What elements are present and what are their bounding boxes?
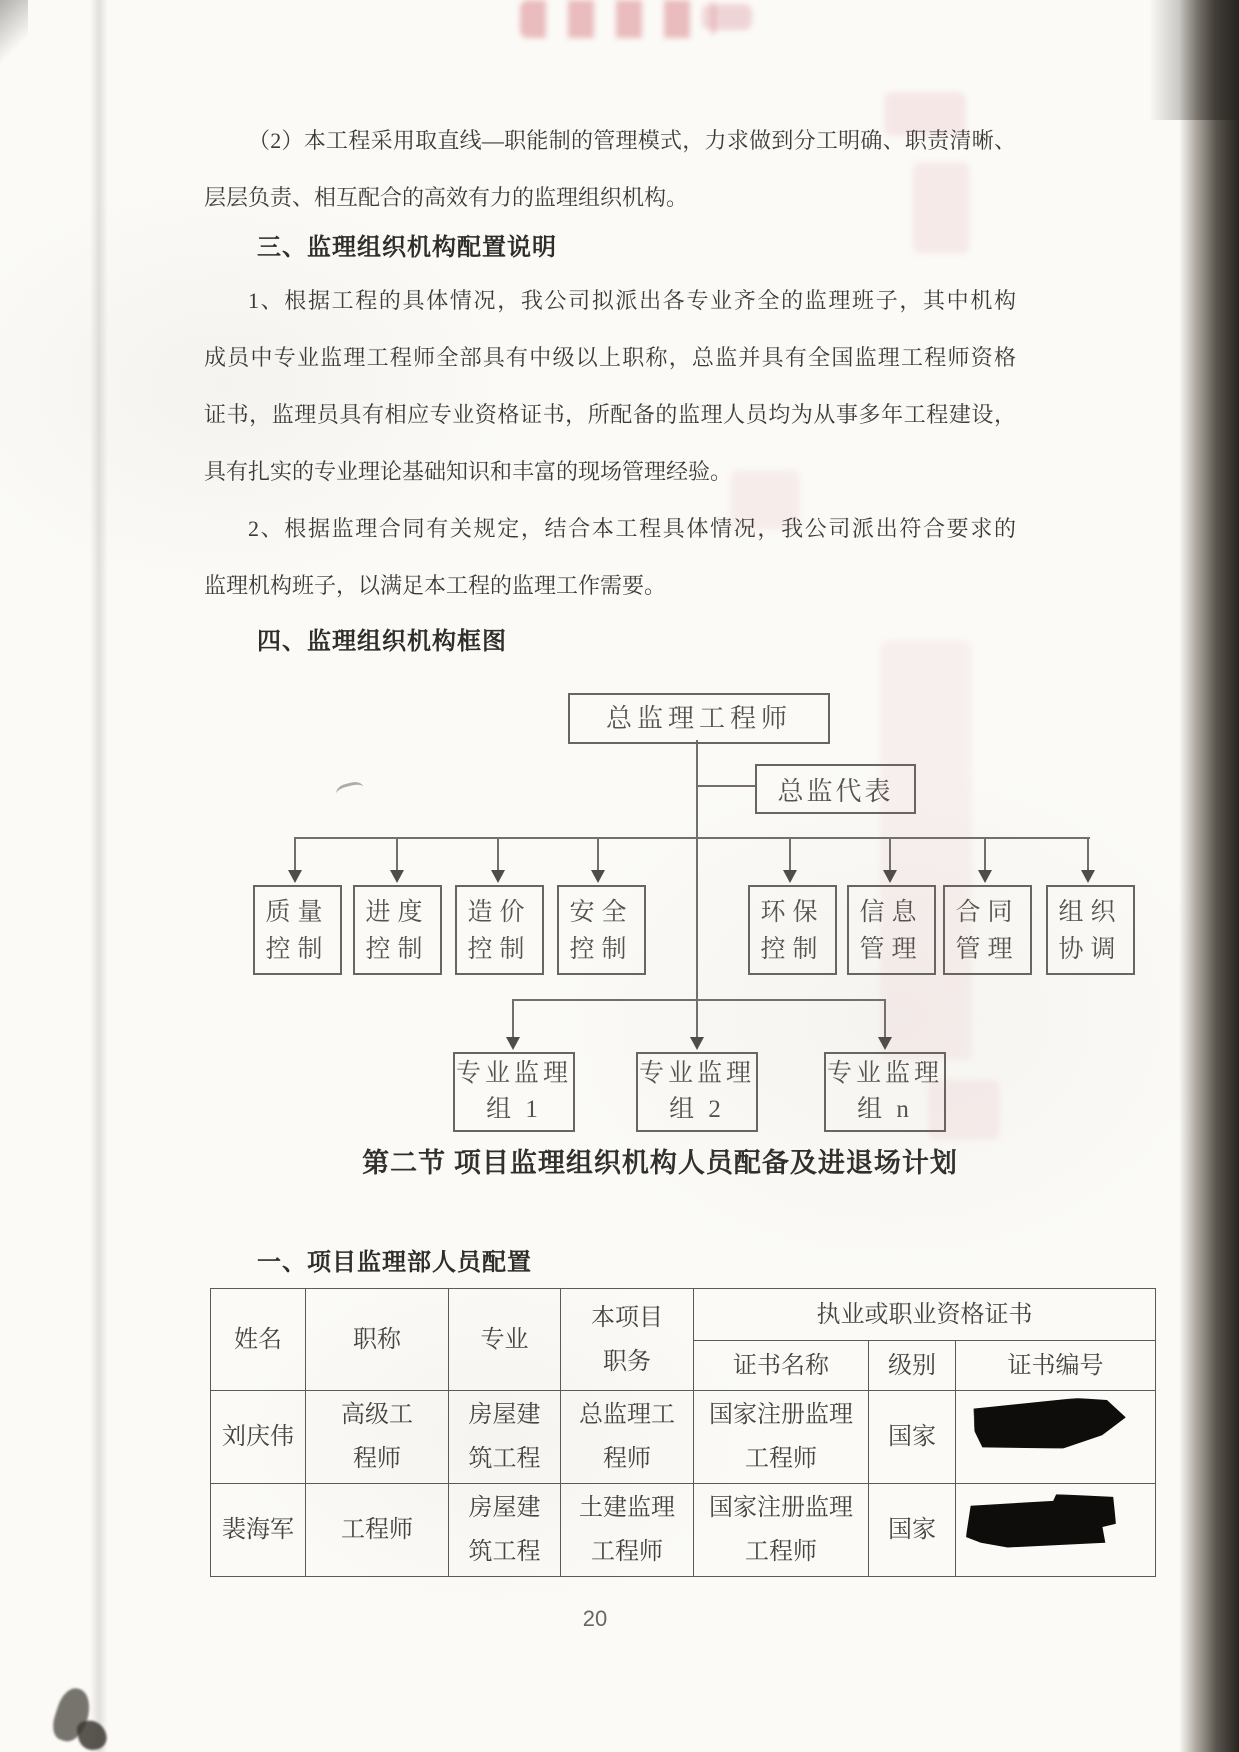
connector-line: [597, 838, 599, 872]
function-box-environment: [748, 885, 837, 975]
paragraph-line: （2）本工程采用取直线—职能制的管理模式，力求做到分工明确、职责清晰、: [248, 128, 1016, 153]
paragraph-line: 成员中专业监理工程师全部具有中级以上职称，总监并具有全国监理工程师资格: [204, 345, 1016, 370]
cell-cert-no: [956, 1484, 1156, 1577]
col-header-cert-name: 证书名称: [694, 1341, 869, 1391]
arrow-down-icon: [491, 870, 505, 883]
col-header-role: [561, 1289, 694, 1391]
cell-cert-level: 国家: [869, 1484, 956, 1577]
cell-major: [449, 1484, 561, 1577]
connector-line: [984, 838, 986, 872]
connector-line: [497, 838, 499, 872]
function-box-coordination: [1046, 885, 1135, 975]
col-header-title: 职称: [306, 1289, 449, 1391]
table-row: [211, 1391, 1156, 1484]
chief-representative-box: [755, 764, 916, 814]
function-box-contract: [943, 885, 1032, 975]
page-corner-shadow: [1149, 0, 1239, 120]
col-header-cert-group: 执业或职业资格证书: [694, 1289, 1156, 1341]
arrow-down-icon: [591, 870, 605, 883]
paragraph-line: 1、根据工程的具体情况，我公司拟派出各专业齐全的监理班子，其中机构: [248, 288, 1016, 313]
box-label: 造价控制: [467, 898, 532, 963]
arrow-down-icon: [878, 1037, 892, 1050]
connector-line: [889, 838, 891, 872]
chief-engineer-box: [568, 693, 830, 744]
page-number: 20: [582, 1606, 608, 1631]
function-box-information: [847, 885, 936, 975]
cell-cert-level: 国家: [869, 1391, 956, 1484]
team-box-2: [636, 1052, 758, 1132]
cell-cert-name: [694, 1391, 869, 1484]
paper-crease: [90, 0, 108, 1752]
connector-line: [884, 1000, 886, 1038]
col-header-cert-no: 证书编号: [956, 1341, 1156, 1391]
arrow-down-icon: [1081, 870, 1095, 883]
box-label: 专业监理组 2: [638, 1060, 755, 1123]
arrow-down-icon: [883, 870, 897, 883]
cell-cert-name: [694, 1484, 869, 1577]
cell-role-text: 总监理工程师: [579, 1402, 675, 1472]
arrow-down-icon: [783, 870, 797, 883]
function-box-safety: [557, 885, 646, 975]
cell-cert-name-text: 国家注册监理工程师: [709, 1495, 853, 1565]
heading-org-chart: 四、监理组织机构框图: [257, 629, 507, 655]
cell-title-text: 高级工程师: [341, 1402, 413, 1472]
redacted-certificate-number: [973, 1396, 1127, 1451]
cell-major-text: 房屋建筑工程: [468, 1402, 541, 1472]
paragraph-line: 2、根据监理合同有关规定，结合本工程具体情况，我公司派出符合要求的: [248, 516, 1016, 541]
box-label: 信息管理: [859, 898, 924, 963]
box-label: 进度控制: [365, 898, 430, 963]
box-label: 质量控制: [265, 898, 330, 963]
page-right-edge-shadow: [1179, 0, 1239, 1752]
paragraph-line: 层层负责、相互配合的高效有力的监理组织机构。: [204, 185, 689, 210]
connector-line: [512, 999, 886, 1001]
heading-org-config: 三、监理组织机构配置说明: [257, 235, 557, 261]
cell-title: [306, 1484, 449, 1577]
cell-role: [561, 1391, 694, 1484]
cell-title-text: 工程师: [341, 1517, 413, 1543]
col-header-major: 专业: [449, 1289, 561, 1391]
team-box-n: [824, 1052, 946, 1132]
paragraph-line: 具有扎实的专业理论基础知识和丰富的现场管理经验。: [204, 459, 733, 484]
paragraph-line: 证书，监理员具有相应专业资格证书，所配备的监理人员均为从事多年工程建设，: [204, 402, 1016, 427]
connector-line: [294, 838, 296, 872]
cell-role-text: 土建监理工程师: [579, 1495, 675, 1565]
function-box-quality: [253, 885, 342, 975]
arrow-down-icon: [506, 1037, 520, 1050]
box-label: 专业监理组 1: [455, 1060, 572, 1123]
arrow-down-icon: [978, 870, 992, 883]
cell-cert-name-text: 国家注册监理工程师: [709, 1402, 853, 1472]
connector-line: [294, 837, 1090, 839]
box-label: 合同管理: [955, 898, 1020, 963]
box-label: 专业监理组 n: [826, 1060, 943, 1123]
function-box-cost: [455, 885, 544, 975]
scan-artifact: [0, 0, 28, 72]
paragraph-contract: [204, 500, 1016, 614]
col-header-cert-level: 级别: [869, 1341, 956, 1391]
arrow-down-icon: [690, 1037, 704, 1050]
connector-line: [789, 838, 791, 872]
cell-major-text: 房屋建筑工程: [468, 1495, 541, 1565]
arrow-down-icon: [288, 870, 302, 883]
arrow-down-icon: [390, 870, 404, 883]
org-chart: [200, 680, 1150, 1150]
paragraph-management-mode: [204, 112, 1016, 226]
box-label: 安全控制: [569, 898, 634, 963]
ink-bleed-mark: [520, 0, 715, 38]
cell-cert-no: [956, 1391, 1156, 1484]
cell-role: [561, 1484, 694, 1577]
paragraph-line: 监理机构班子，以满足本工程的监理工作需要。: [204, 573, 667, 598]
connector-line: [1087, 838, 1089, 872]
col-header-role-label: 本项目职务: [591, 1304, 663, 1375]
connector-line: [697, 785, 755, 787]
box-label: 总监理工程师: [605, 704, 792, 733]
col-header-name: 姓名: [211, 1289, 306, 1391]
redacted-certificate-number: [966, 1493, 1116, 1550]
box-label: 总监代表: [777, 776, 894, 806]
cell-title: [306, 1391, 449, 1484]
box-label: 组织协调: [1058, 898, 1123, 963]
staff-table: [210, 1288, 1156, 1577]
cell-name: 刘庆伟: [211, 1391, 306, 1484]
section-title: 第二节 项目监理组织机构人员配备及进退场计划: [362, 1148, 958, 1178]
paragraph-staffing: [204, 272, 1016, 500]
ink-bleed-mark: [702, 4, 752, 30]
connector-line: [512, 1000, 514, 1038]
heading-staff-table: 一、项目监理部人员配置: [257, 1250, 532, 1276]
box-label: 环保控制: [760, 898, 825, 963]
function-box-schedule: [353, 885, 442, 975]
team-box-1: [453, 1052, 575, 1132]
table-row: [211, 1484, 1156, 1577]
cell-name: 裴海军: [211, 1484, 306, 1577]
connector-line: [396, 838, 398, 872]
cell-major: [449, 1391, 561, 1484]
